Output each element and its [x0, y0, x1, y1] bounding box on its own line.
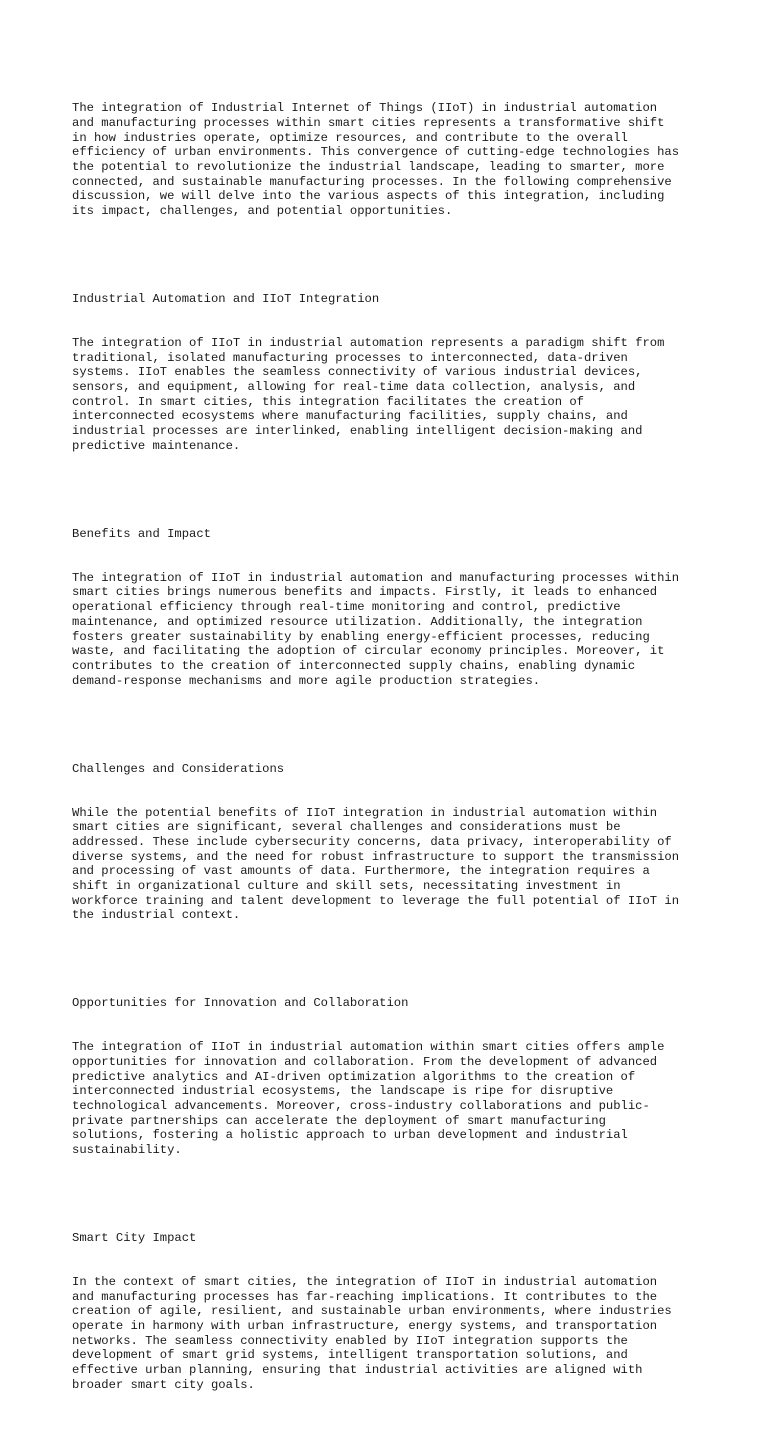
section-opportunities	[72, 967, 712, 1187]
section-body: The integration of IIoT in industrial automation represents a paradigm shift from traditional, isolated manufacturing processes to interconnected, data-driven systems. IIoT enables the seamless connectivity of various industrial devices, sensors, and equipment, allowing for real-time data collection, analysis, and control. In smart cities, this integration facilitates the creation of interconnected ecosystems where manufacturing facilities, supply chains, and industrial processes are interlinked, enabling intelligent decision-making and predictive maintenance.	[72, 336, 665, 453]
section-challenges	[72, 732, 712, 952]
document-page	[72, 72, 712, 1436]
section-heading: Opportunities for Innovation and Collaboration	[72, 996, 409, 1011]
section-body: The integration of IIoT in industrial automation within smart cities offers ample opportunities for innovation and collaboration. From the development of advanced predictive analytics and AI-driven optimization algorithms to the creation of interconnected industrial ecosystems, the landscape is ripe for disruptive technological advancements. Moreover, cross-industry collaborations and public- private partnerships can accelerate the deployment of smart manufacturing solutions, fostering a holistic approach to urban development and industrial sustainability.	[72, 1040, 665, 1157]
intro-paragraph	[72, 72, 712, 248]
section-heading: Industrial Automation and IIoT Integration	[72, 292, 380, 307]
section-industrial-automation	[72, 263, 712, 483]
intro-text: The integration of Industrial Internet of Things (IIoT) in industrial automation and manufacturing processes within smart cities represents a transformative shift in how industries operate, optimize resources, and contribute to the overall efficiency of urban environments. This convergence of cutting-edge technologies has the potential to revolutionize the industrial landscape, leading to smarter, more connected, and sustainable manufacturing processes. In the following comprehensive discussion, we will delve into the various aspects of this integration, including its impact, challenges, and potential opportunities.	[72, 101, 680, 219]
section-heading: Challenges and Considerations	[72, 761, 285, 776]
section-heading: Smart City Impact	[72, 1231, 197, 1245]
section-body: While the potential benefits of IIoT integration in industrial automation within smart cities are significant, several challenges and considerations must be addressed. These include cybersecurity concerns, data privacy, interoperability of diverse systems, and the need for robust infrastructure to support the transmission and processing of vast amounts of data. Furthermore, the integration requires a shift in organizational culture and skill sets, necessitating investment in workforce training and talent development to leverage the full potential of IIoT in the industrial context.	[72, 805, 680, 923]
section-smart-city-impact	[72, 1202, 712, 1422]
section-benefits-impact	[72, 497, 712, 717]
section-heading: Benefits and Impact	[72, 526, 211, 541]
section-body: The integration of IIoT in industrial automation and manufacturing processes within smart cities brings numerous benefits and impacts. Firstly, it leads to enhanced operational efficiency through real-time monitoring and control, predictive maintenance, and optimized resource utilization. Additionally, the integration fosters greater sustainability by enabling energy-efficient processes, reducing waste, and facilitating the adoption of circular economy principles. Moreover, it contributes to the creation of interconnected supply chains, enabling dynamic demand-response mechanisms and more agile production strategies.	[72, 570, 680, 688]
section-body: In the context of smart cities, the integration of IIoT in industrial automation and manufacturing processes has far-reaching implications. It contributes to the creation of agile, resilient, and sustainable urban environments, where industries operate in harmony with urban infrastructure, energy systems, and transportation networks. The seamless connectivity enabled by IIoT integration supports the development of smart grid systems, intelligent transportation solutions, and effective urban planning, ensuring that industrial activities are aligned with broader smart city goals.	[72, 1275, 672, 1392]
